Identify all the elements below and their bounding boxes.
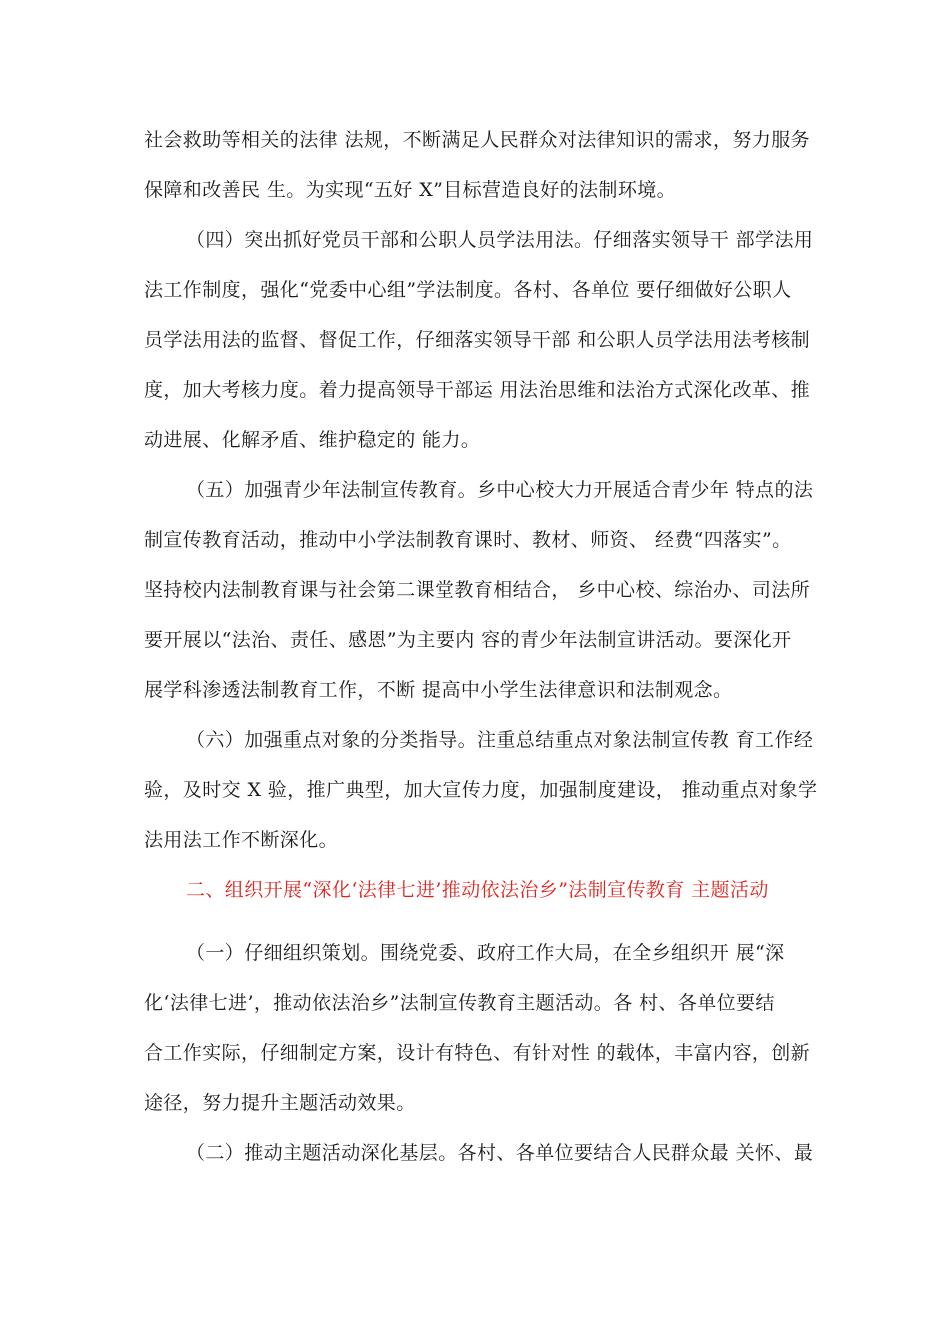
body-text-line: 化‘法律七进’，推动依法治乡”法制宣传教育主题活动。各 村、各单位要结 xyxy=(144,992,775,1014)
body-text-line: 法工作制度，强化“党委中心组”学法制度。各村、各单位 要仔细做好公职人 xyxy=(144,279,792,301)
body-text-line: 要开展以“法治、责任、感恩”为主要内 容的青少年法制宣讲活动。要深化开 xyxy=(144,629,792,651)
body-text-line: 坚持校内法制教育课与社会第二课堂教育相结合， 乡中心校、综治办、司法所 xyxy=(144,579,811,601)
paragraph-5-heading-line: （五）加强青少年法制宣传教育。乡中心校大力开展适合青少年 特点的法 xyxy=(186,479,814,501)
body-text-line: 展学科渗透法制教育工作，不断 提高中小学生法律意识和法制观念。 xyxy=(144,679,733,701)
body-text-line: 员学法用法的监督、督促工作，仔细落实领导干部 和公职人员学法用法考核制 xyxy=(144,329,811,351)
paragraph-6-heading-line: （六）加强重点对象的分类指导。注重总结重点对象法制宣传教 育工作经 xyxy=(186,729,814,751)
body-text-line: 度，加大考核力度。着力提高领导干部运 用法治思维和法治方式深化改革、推 xyxy=(144,379,811,401)
body-text-line: 动进展、化解矛盾、维护稳定的 能力。 xyxy=(144,429,481,451)
paragraph-2-heading-line: （二）推动主题活动深化基层。各村、各单位要结合人民群众最 关怀、最 xyxy=(186,1142,814,1164)
section-2-heading: 二、组织开展“深化‘法律七进’推动依法治乡”法制宣传教育 主题活动 xyxy=(186,879,769,901)
paragraph-1-heading-line: （一）仔细组织策划。围绕党委、政府工作大局，在全乡组织开 展“深 xyxy=(186,942,785,964)
body-text-line: 合工作实际，仔细制定方案，设计有特色、有针对性 的载体，丰富内容，创新 xyxy=(144,1042,811,1064)
body-text-line: 制宣传教育活动，推动中小学法制教育课时、教材、师资、 经费“四落实”。 xyxy=(144,529,792,551)
body-text-line: 验，及时交 X 验，推广典型，加大宣传力度，加强制度建设， 推动重点对象学 xyxy=(144,779,818,801)
body-text-line: 途径，努力提升主题活动效果。 xyxy=(144,1092,416,1114)
body-text-line: 法用法工作不断深化。 xyxy=(144,829,339,851)
body-text-line: 社会救助等相关的法律 法规，不断满足人民群众对法律知识的需求，努力服务 xyxy=(144,129,811,151)
body-text-line: 保障和改善民 生。为实现“五好 X”目标营造良好的法制环境。 xyxy=(144,179,677,201)
paragraph-4-heading-line: （四）突出抓好党员干部和公职人员学法用法。仔细落实领导干 部学法用 xyxy=(186,229,814,251)
